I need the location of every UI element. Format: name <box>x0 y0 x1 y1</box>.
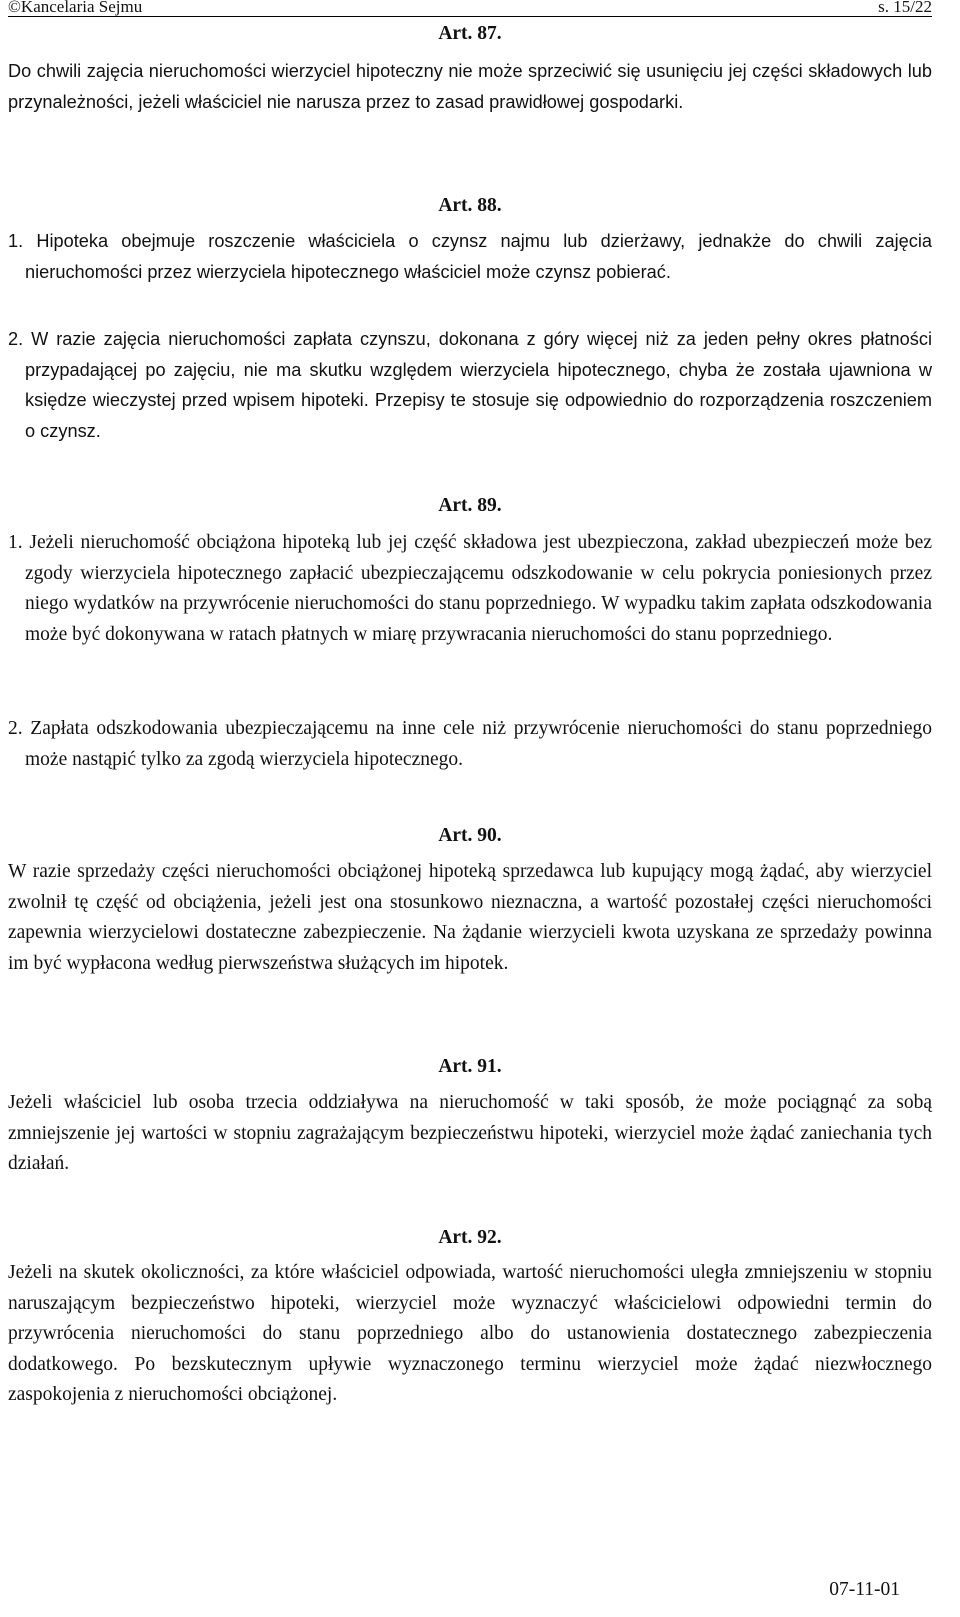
article-88-item-2: 2. W razie zajęcia nieruchomości zapłata czynszu, dokonana z góry więcej niż za jeden pełny okres płatności przypadającej po zajęciu, nie ma skutku względem wierzyciela hipotecznego, chyba że została ujawniona w księdze wieczystej przed wpisem hipoteki. Przepisy te stosuje się odpowiednio do rozporządzenia roszczeniem o czynsz. <box>8 329 932 441</box>
article-89-title: Art. 89. <box>438 495 502 516</box>
publisher-label: ©Kancelaria Sejmu <box>8 0 143 16</box>
article-87-title: Art. 87. <box>438 23 502 44</box>
article-91-title: Art. 91. <box>438 1056 502 1077</box>
article-90-title: Art. 90. <box>438 825 502 846</box>
page-header <box>8 0 932 17</box>
article-88-title: Art. 88. <box>438 195 502 216</box>
article-92-title: Art. 92. <box>438 1227 502 1248</box>
page-number: s. 15/22 <box>878 0 932 16</box>
article-92-text: Jeżeli na skutek okoliczności, za które właściciel odpowiada, wartość nieruchomości uległa zmniejszeniu w stopniu naruszającym bezpieczeństwo hipoteki, wierzyciel może wyznaczyć właścicielowi odpowiedni termin do przywrócenia nieruchomości do stanu poprzedniego albo do ustanowienia dostatecznego zabezpieczenia dodatkowego. Po bezskutecznym upływie wyznaczonego terminu wierzyciel może żądać niezwłocznego zaspokojenia z nieruchomości obciążonej. <box>8 1262 932 1405</box>
article-90-text: W razie sprzedaży części nieruchomości obciążonej hipoteką sprzedawca lub kupujący mogą żądać, aby wierzyciel zwolnił tę część od obciążenia, jeżeli jest ona stosunkowo nieznaczna, a wartość pozostałej części nieruchomości zapewnia wierzycielowi dostateczne zabezpieczenie. Na żądanie wierzycieli kwota uzyskana ze sprzedaży powinna im być wypłacona według pierwszeństwa służących im hipotek. <box>8 861 932 974</box>
article-87-text: Do chwili zajęcia nieruchomości wierzyciel hipoteczny nie może sprzeciwić się usunięciu jej części składowych lub przynależności, jeżeli właściciel nie narusza przez to zasad prawidłowej gospodarki. <box>8 61 932 112</box>
article-88-item-1: 1. Hipoteka obejmuje roszczenie właściciela o czynsz najmu lub dzierżawy, jednakże do chwili zajęcia nieruchomości przez wierzyciela hipotecznego właściciel może czynsz pobierać. <box>8 231 932 282</box>
article-89-item-1: 1. Jeżeli nieruchomość obciążona hipoteką lub jej część składowa jest ubezpieczona, zakład ubezpieczeń może bez zgody wierzyciela hipotecznego zapłacić ubezpieczającemu odszkodowanie w celu pokrycia poniesionych przez niego wydatków na przywrócenie nieruchomości do stanu poprzedniego. W wypadku takim zapłata odszkodowania może być dokonywana w ratach płatnych w miarę przywracania nieruchomości do stanu poprzedniego. <box>8 532 932 645</box>
document-code: 07-11-01 <box>829 1579 900 1600</box>
article-91-text: Jeżeli właściciel lub osoba trzecia oddziaływa na nieruchomość w taki sposób, że może pociągnąć za sobą zmniejszenie jej wartości w stopniu zagrażającym bezpieczeństwu hipoteki, wierzyciel może żądać zaniechania tych działań. <box>8 1092 932 1174</box>
article-89-item-2: 2. Zapłata odszkodowania ubezpieczającemu na inne cele niż przywrócenie nieruchomości do stanu poprzedniego może nastąpić tylko za zgodą wierzyciela hipotecznego. <box>8 718 932 770</box>
